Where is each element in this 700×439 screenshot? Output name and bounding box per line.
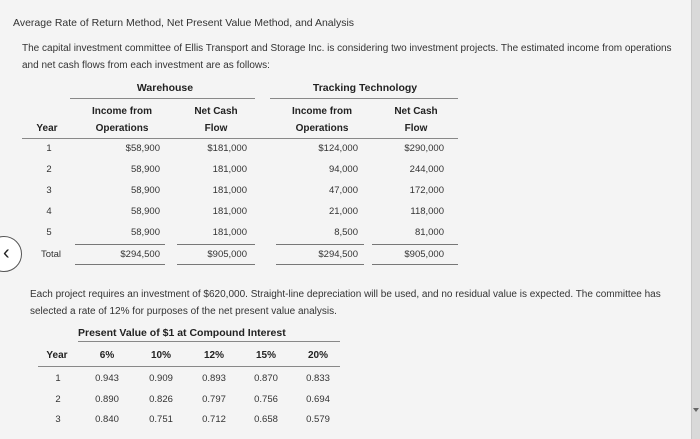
table-cell-wi: 58,900 (130, 164, 160, 175)
col-header-tracking-cash: Net Cash Flow (394, 106, 438, 134)
pv-cell: 0.840 (95, 414, 119, 425)
pv-cell: 0.890 (95, 394, 119, 405)
scroll-down-arrow-icon[interactable] (693, 408, 699, 412)
table-cell-wc: $905,000 (207, 249, 247, 260)
pv-cell: 0.893 (202, 373, 226, 384)
table-cell-tc: 81,000 (414, 227, 444, 238)
table-cell-tc: $290,000 (404, 143, 444, 154)
table-cell-ti: 21,000 (328, 206, 358, 217)
table-cell-tc: 244,000 (409, 164, 444, 175)
pv-col-header-year: Year (46, 350, 68, 361)
pv-cell: 0.870 (254, 373, 278, 384)
total-rule (75, 244, 165, 245)
table-cell-wc: 181,000 (212, 227, 247, 238)
group-warehouse: Warehouse (136, 82, 194, 94)
row-year: 4 (46, 206, 52, 217)
row-year: 5 (46, 227, 52, 238)
pv-cell: 0.751 (149, 414, 173, 425)
table-cell-ti: 47,000 (328, 185, 358, 196)
total-rule (372, 264, 458, 265)
pv-cell: 0.579 (306, 414, 330, 425)
pv-cell: 0.909 (149, 373, 173, 384)
note-paragraph: Each project requires an investment of $620,000. Straight-line depreciation will be used, and no residual value is expected. The committee has selected a rate of 12% for purposes of the net present value analysis. (30, 289, 661, 317)
table-cell-wi: $58,900 (125, 143, 160, 154)
table-cell-wi: 58,900 (130, 206, 160, 217)
header-rule (22, 138, 458, 139)
table-cell-wi: 58,900 (130, 227, 160, 238)
col-header-warehouse-income: Income from Operations (91, 106, 152, 134)
table-cell-tc: 172,000 (409, 185, 444, 196)
pv-rate-header: 12% (203, 350, 224, 361)
group-rule-warehouse (70, 98, 255, 99)
table-cell-ti: $294,500 (318, 249, 358, 260)
table-cell-ti: 8,500 (334, 227, 358, 238)
pv-cell: 0.756 (254, 394, 278, 405)
pv-cell: 0.797 (202, 394, 226, 405)
pv-header-rule (38, 366, 340, 367)
pv-rate-header: 6% (99, 350, 115, 361)
total-rule (276, 244, 364, 245)
pv-rate-header: 15% (255, 350, 276, 361)
table-cell-tc: $905,000 (404, 249, 444, 260)
pv-cell: 0.712 (202, 414, 226, 425)
vertical-scrollbar[interactable] (691, 0, 700, 439)
row-year: Total (40, 249, 62, 260)
pv-row-year: 3 (55, 414, 61, 425)
pv-cell: 0.943 (95, 373, 119, 384)
pv-cell: 0.694 (306, 394, 330, 405)
table-cell-wc: 181,000 (212, 164, 247, 175)
total-rule (276, 264, 364, 265)
row-year: 2 (46, 164, 52, 175)
pv-cell: 0.826 (149, 394, 173, 405)
table-cell-wc: 181,000 (212, 206, 247, 217)
table-cell-ti: 94,000 (328, 164, 358, 175)
row-year: 3 (46, 185, 52, 196)
chevron-left-icon: ‹ (3, 242, 10, 264)
table-cell-wi: 58,900 (130, 185, 160, 196)
row-year: 1 (46, 143, 52, 154)
col-header-warehouse-cash: Net Cash Flow (194, 106, 238, 134)
total-rule (372, 244, 458, 245)
pv-cell: 0.658 (254, 414, 278, 425)
group-rule-tracking (270, 98, 458, 99)
pv-cell: 0.833 (306, 373, 330, 384)
table-cell-ti: $124,000 (318, 143, 358, 154)
pv-rate-header: 20% (307, 350, 328, 361)
pv-row-year: 2 (55, 394, 61, 405)
table-cell-wi: $294,500 (120, 249, 160, 260)
col-header-year: Year (36, 123, 58, 134)
table-cell-wc: $181,000 (207, 143, 247, 154)
table-cell-tc: 118,000 (410, 206, 444, 217)
group-tracking-technology: Tracking Technology (312, 82, 418, 94)
pv-title-rule (78, 341, 340, 342)
total-rule (75, 264, 165, 265)
table-cell-wc: 181,000 (212, 185, 247, 196)
total-rule (177, 244, 255, 245)
total-rule (177, 264, 255, 265)
intro-paragraph: The capital investment committee of Ellis Transport and Storage Inc. is considering two investment projects. The estimated income from operations and net cash flows from each investment are as follows: (22, 43, 672, 71)
pv-table-title: Present Value of $1 at Compound Interest (78, 327, 286, 339)
page-title: Average Rate of Return Method, Net Present Value Method, and Analysis (13, 17, 355, 29)
pv-rate-header: 10% (150, 350, 171, 361)
col-header-tracking-income: Income from Operations (291, 106, 352, 134)
pv-row-year: 1 (55, 373, 61, 384)
